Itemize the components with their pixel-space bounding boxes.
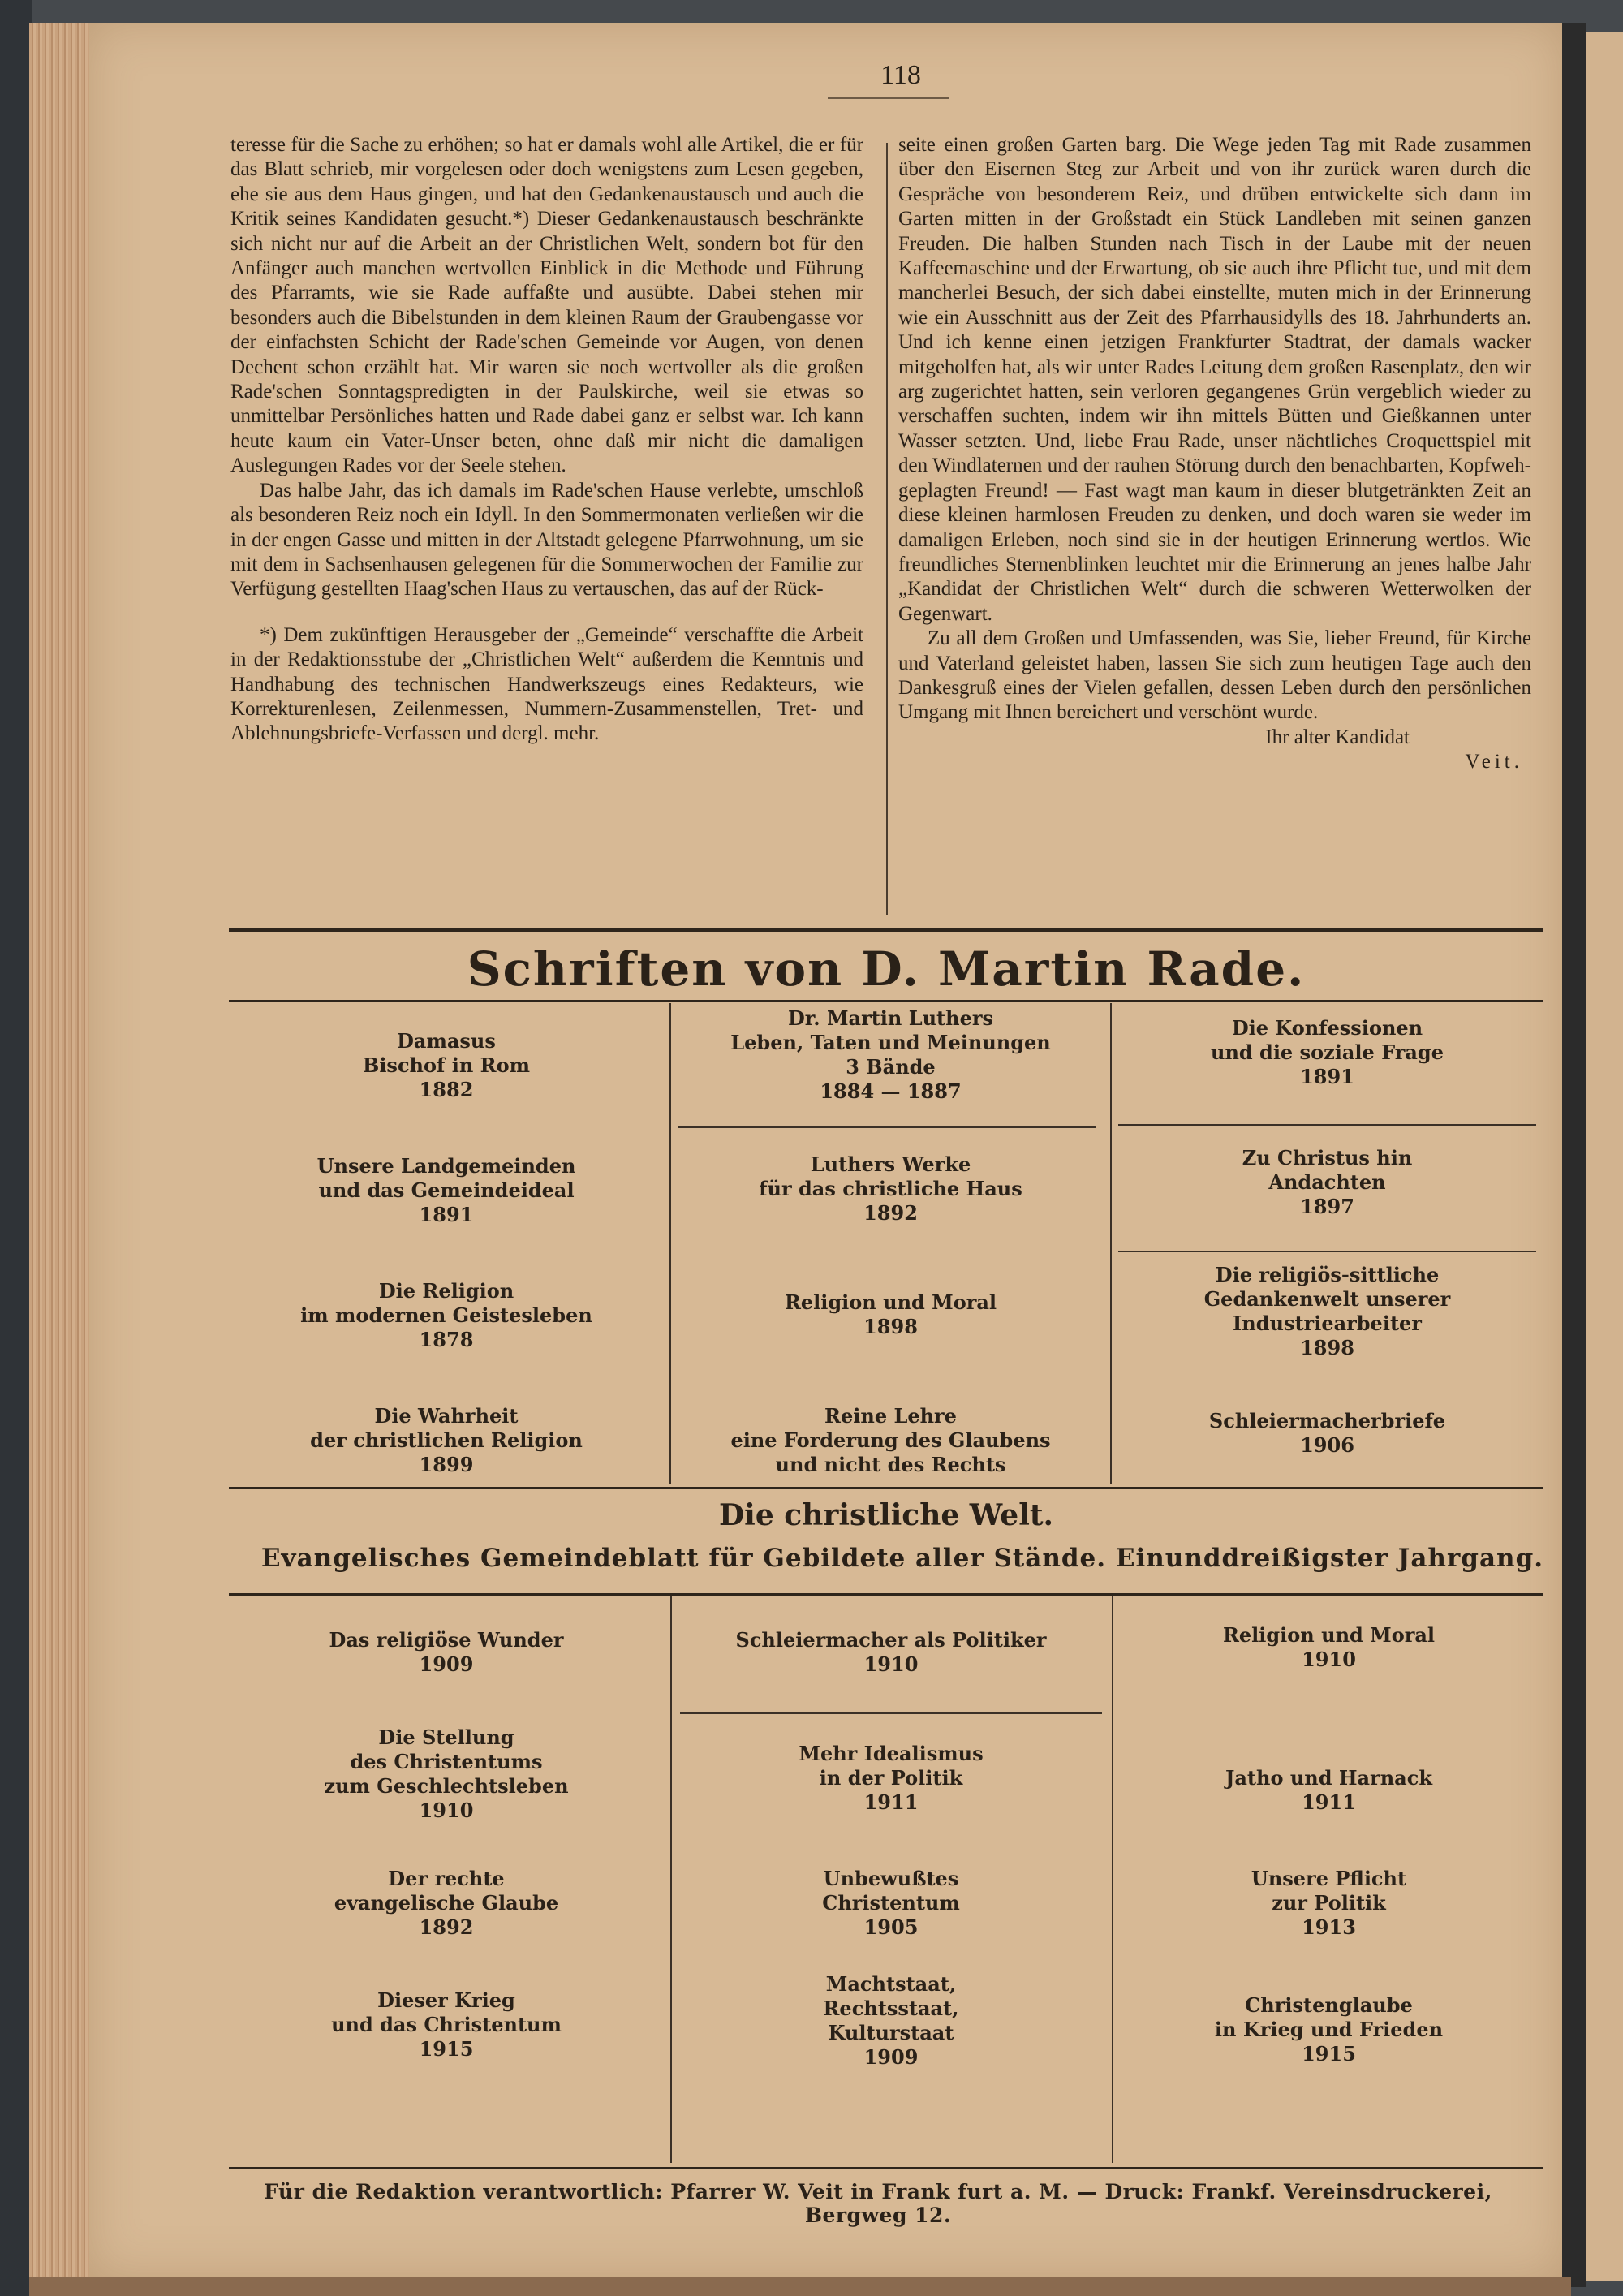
book-line: Christentum — [822, 1891, 960, 1915]
footer-rule — [229, 2167, 1543, 2169]
book-entry — [678, 1006, 1104, 1104]
book-line: in der Politik — [819, 1766, 963, 1790]
book-line: für das christliche Haus — [759, 1177, 1022, 1200]
cw-title: Die christliche Welt. — [718, 1498, 1054, 1532]
writings-row-rule-col2 — [678, 1126, 1096, 1128]
cw-rule-bottom — [229, 1593, 1543, 1596]
book-entry — [1120, 1993, 1538, 2066]
book-line: Machtstaat, — [825, 1972, 957, 1996]
page-stack-edge — [29, 23, 97, 2279]
book-line: und die soziale Frage — [1211, 1040, 1444, 1064]
book-line: Christenglaube — [1245, 1993, 1413, 2017]
book-line: 1911 — [863, 1790, 919, 1814]
book-entry — [231, 1154, 661, 1227]
book-line: Bischof in Rom — [363, 1053, 530, 1077]
book-entry — [680, 1867, 1102, 1940]
book-entry — [231, 1279, 661, 1352]
book-entry — [680, 1628, 1102, 1677]
facing-page-edge — [1586, 32, 1623, 2281]
book-entry — [680, 1972, 1102, 2070]
right-paragraph-1: seite einen großen Garten barg. Die Wege jeden Tag mit Rade zusammen über den Eisernen Steg zur Arbeit und von ihr zurück waren durch die Gespräche von besonderem Reiz, und drüben entwickelte sich dann im Garten mitten in der Großstadt ein Stück Landleben mit seinen ganzen Freuden. Die halben Stunden nach Tisch in der Laube mit der neuen Kaffeemaschine und der Erwartung, ob sie auch ihre Pflicht tue, und mit dem mancherlei Besuch, der sich dabei einstellte, muten mich in der Erinnerung wie ein Ausschnitt aus der Zeit des Pfarrhausidylls des 18. Jahrhunderts an. Und ich kenne einen jetzigen Frankfurter Stadtrat, der damals wacker mitgeholfen hat, als wir unter Rades Leitung dem großen Rasenplatz, den wir arg zugerichtet hatten, sein verloren gegangenes Grün vergeblich wieder zu verschaffen suchten, indem wir ihn mittels Bütten und Gießkannen unter Wasser setzten. Und, liebe Frau Rade, unser nächtliches Croquettspiel mit den Windlaternen und der rauhen Störung durch den benachbarten, Kopfweh-geplagten Freund! — Fast wagt man kaum in dieser blutgetränkten Zeit an diese kleinen harmlosen Freuden zu denken, und doch waren sie weder im damaligen Erleben, noch sind sie in der heutigen Erinnerung wertlos. Wie freundliches Sternenblinken leuchtet mir die Erinnerung an jenes halbe Jahr „Kandidat der Christlichen Welt“ durch die schweren Wetterwolken der Gegenwart. — [898, 134, 1531, 625]
cw-rule-top — [229, 1487, 1543, 1489]
book-line: Mehr Idealismus — [799, 1742, 984, 1765]
book-line: 1878 — [419, 1328, 474, 1351]
book-line: zum Geschlechtsleben — [324, 1774, 569, 1798]
book-entry — [231, 1867, 661, 1940]
book-entry — [231, 1725, 661, 1823]
book-line: zur Politik — [1272, 1891, 1386, 1915]
book-entry — [1120, 1623, 1538, 1672]
book-entry — [678, 1152, 1104, 1226]
section-rule-top — [229, 928, 1543, 932]
book-line: 1906 — [1300, 1433, 1354, 1457]
book-line: und nicht des Rechts — [775, 1453, 1006, 1476]
book-line: 1913 — [1302, 1915, 1356, 1939]
section-rule-title-bottom — [229, 1000, 1543, 1002]
left-paragraph-2: Das halbe Jahr, das ich damals im Rade'schen Hause verlebte, umschloß als besonderen Reiz noch ein Idyll. In den Sommermonaten verließen wir die in der engen Gasse und mitten in der Altstadt gelegene Pfarrwohnung, um sie mit dem in Sachsenhausen gelegenen für die Sommerwochen der Familie zur Verfügung gestellten Haag'schen Haus zu vertauschen, das auf der Rück- — [230, 479, 863, 601]
book-line: im modernen Geistesleben — [300, 1303, 592, 1327]
writings-divider-2 — [1110, 1003, 1112, 1484]
book-line: Dr. Martin Luthers — [787, 1006, 994, 1030]
book-line: 1910 — [419, 1798, 474, 1822]
book-line: Schleiermacherbriefe — [1208, 1409, 1446, 1432]
book-line: 1892 — [419, 1915, 474, 1939]
book-line: 1898 — [863, 1315, 918, 1338]
cw-divider-2 — [1112, 1596, 1113, 2163]
book-line: Damasus — [397, 1029, 496, 1053]
book-line: Unsere Pflicht — [1251, 1867, 1407, 1890]
signature: Veit. — [1465, 751, 1523, 773]
book-line: Jatho und Harnack — [1225, 1766, 1432, 1790]
book-line: Rechtsstaat, — [823, 1997, 959, 2020]
book-line: 1909 — [419, 1652, 474, 1676]
left-paragraph-1: teresse für die Sache zu erhöhen; so hat er damals wohl alle Artikel, die er für das Blatt schrieb, mir vorgelesen oder doch wenigstens zum Lesen gegeben, ehe sie aus dem Haus gingen, und hat den Gedankenaustausch und auch die Kritik seines Kandidaten gesucht.*) Dieser Gedankenaustausch beschränkte sich nicht nur auf die Arbeit an der Christlichen Welt, sondern bot für den Anfänger auch manchen wertvollen Einblick in die Methode und Führung des Pfarramts, wie sie Rade auffaßte und ausübte. Dabei stehen mir besonders auch die Bibelstunden in dem kleinen Raum der Graubengasse vor der einfachsten Schicht der Rade'schen Gemeinde vor Augen, von denen Dechent schon erzählt hat. Mir waren sie noch wertvoller als die großen Rade'schen Sonntagspredigten in der Paulskirche, weil sie etwas so unmittelbar Persönliches hatten und Rade dabei ganz er selbst war. Ich kann heute kaum ein Vater-Unser beten, ohne daß mir nicht die damaligen Auslegungen Rades vor der Seele stehen. — [230, 134, 863, 477]
cw-subtitle: Evangelisches Gemeindeblatt für Gebildete aller Stände. Einunddreißigster Jahrgang. — [260, 1544, 1544, 1573]
book-entry — [680, 1742, 1102, 1815]
book-entry — [678, 1290, 1104, 1339]
column-divider — [886, 143, 888, 915]
book-line: 1899 — [419, 1453, 474, 1476]
book-line: Schleiermacher als Politiker — [735, 1628, 1047, 1652]
closing-line: Ihr alter Kandidat — [1265, 726, 1410, 748]
book-line: Reine Lehre — [824, 1404, 957, 1428]
right-paragraph-2: Zu all dem Großen und Umfassenden, was Sie, lieber Freund, für Kirche und Vaterland geleistet haben, lassen Sie sich zum heutigen Tage auch den Dankesgruß eines der Vielen gefallen, dessen Leben durch den persönlichen Umgang mit Ihnen bereichert und verschönt wurde. — [898, 627, 1531, 724]
book-line: 1891 — [1300, 1065, 1354, 1088]
book-line: 1905 — [863, 1915, 919, 1939]
writings-row-rule-col3 — [1118, 1124, 1536, 1126]
book-line: Gedankenwelt unserer — [1203, 1287, 1451, 1311]
book-line: Unsere Landgemeinden — [316, 1154, 576, 1178]
book-line: Andachten — [1268, 1170, 1386, 1194]
book-line: Die Religion — [378, 1279, 514, 1303]
book-entry — [1118, 1409, 1536, 1458]
book-line: in Krieg und Frieden — [1214, 2018, 1444, 2041]
book-line: Dieser Krieg — [377, 1988, 515, 2012]
book-entry — [1120, 1766, 1538, 1815]
book-line: eine Forderung des Glaubens — [730, 1428, 1051, 1452]
book-line: 1915 — [1302, 2042, 1356, 2066]
book-line: Kulturstaat — [828, 2021, 954, 2044]
footnote: *) Dem zukünftigen Herausgeber der „Gemeinde“ verschaffte die Arbeit in der Redaktionsstube der „Christlichen Welt“ außerdem die Kenntnis und Handhabung des technischen Handwerkszeugs eines Redakteurs, wie Korrekturenlesen, Zeilenmessen, Nummern-Zusammenstellen, Tret- und Ablehnungsbriefe-Verfassen und dergl. mehr. — [230, 623, 863, 745]
cw-divider-1 — [670, 1596, 672, 2163]
book-line: 1910 — [863, 1652, 919, 1676]
book-line: Die Wahrheit — [374, 1404, 519, 1428]
book-line: 1891 — [419, 1203, 474, 1226]
book-line: und das Gemeindeideal — [318, 1178, 575, 1202]
book-line: 3 Bände — [846, 1055, 936, 1079]
book-line: Die religiös-sittliche — [1215, 1263, 1440, 1286]
writings-divider-1 — [669, 1003, 671, 1484]
book-spine — [0, 0, 32, 2296]
book-line: 1884 — 1887 — [820, 1079, 962, 1103]
book-entry — [1120, 1867, 1538, 1940]
book-line: Unbewußtes — [823, 1867, 959, 1890]
book-line: Religion und Moral — [784, 1290, 997, 1314]
book-entry — [231, 1404, 661, 1477]
book-line: 1915 — [419, 2037, 474, 2061]
book-line: Die Konfessionen — [1231, 1016, 1423, 1040]
right-column — [898, 133, 1531, 775]
book-entry — [1118, 1263, 1536, 1360]
book-line: und das Christentum — [331, 2013, 562, 2036]
book-entry — [1118, 1016, 1536, 1089]
left-column — [230, 133, 863, 747]
book-line: 1910 — [1302, 1648, 1356, 1671]
book-entry — [678, 1404, 1104, 1477]
gutter-shadow — [1562, 23, 1586, 2287]
book-line: Luthers Werke — [810, 1152, 971, 1176]
book-line: 1911 — [1302, 1790, 1356, 1814]
page-number-rule — [828, 97, 949, 99]
book-entry — [231, 1628, 661, 1677]
book-line: Leben, Taten und Meinungen — [730, 1031, 1051, 1054]
writings-title: Schriften von D. Martin Rade. — [467, 941, 1306, 997]
cw-row-rule-col2 — [680, 1712, 1102, 1714]
book-entry — [231, 1988, 661, 2061]
book-line: Die Stellung — [378, 1725, 514, 1749]
book-line: Religion und Moral — [1222, 1623, 1436, 1647]
book-entry — [1118, 1146, 1536, 1219]
book-line: Der rechte — [388, 1867, 505, 1890]
book-line: 1897 — [1300, 1195, 1354, 1218]
book-line: des Christentums — [350, 1750, 543, 1773]
page-number: 118 — [880, 60, 921, 90]
imprint-footer: Für die Redaktion verantwortlich: Pfarrer W. Veit in Frank furt a. M. — Druck: Frankf. Vereinsdruckerei, Bergweg 12. — [264, 2180, 1492, 2227]
writings-row-rule-col3b — [1118, 1251, 1536, 1252]
book-line: Zu Christus hin — [1242, 1146, 1413, 1170]
book-entry — [231, 1029, 661, 1102]
book-line: 1892 — [863, 1201, 918, 1225]
book-line: Das religiöse Wunder — [329, 1628, 564, 1652]
book-line: evangelische Glaube — [334, 1891, 559, 1915]
book-line: der christlichen Religion — [310, 1428, 583, 1452]
book-line: 1909 — [863, 2045, 919, 2069]
book-line: 1898 — [1300, 1336, 1354, 1359]
book-line: Industriearbeiter — [1233, 1312, 1422, 1335]
book-line: 1882 — [419, 1078, 474, 1101]
book-bottom-edge — [29, 2277, 1571, 2296]
